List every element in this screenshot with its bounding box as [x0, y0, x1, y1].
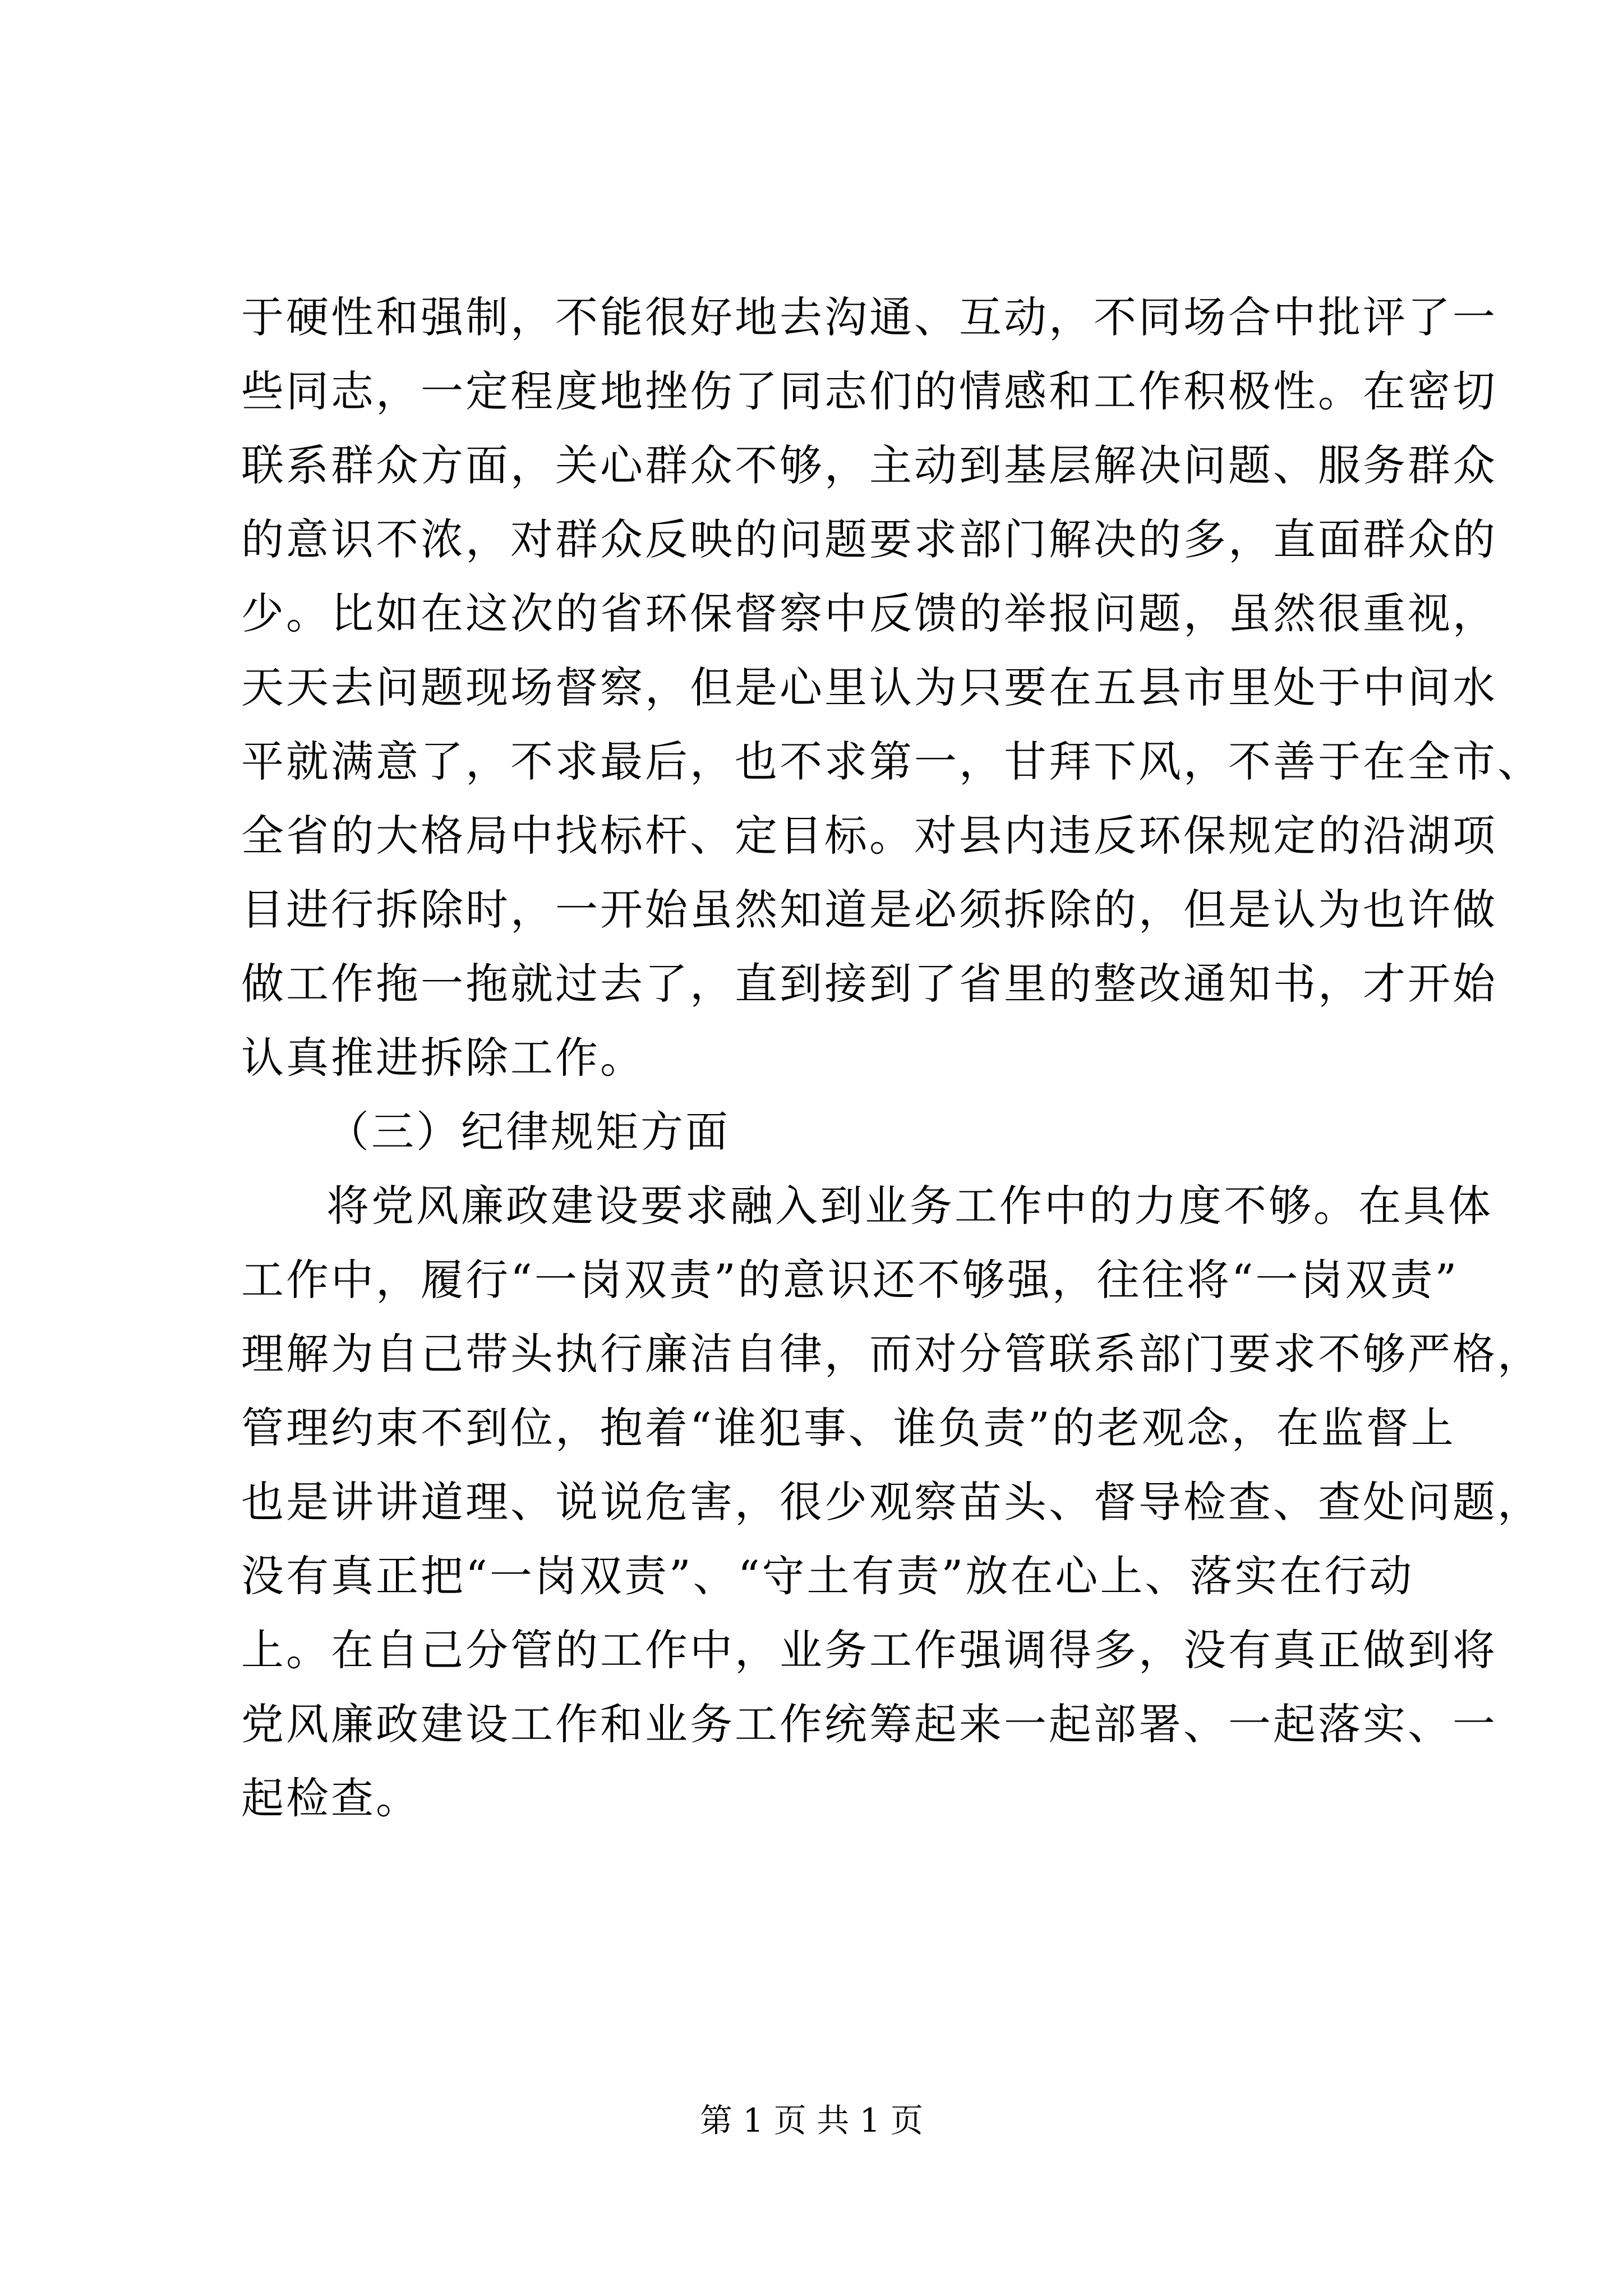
text-line: 管理约束不到位，抱着“谁犯事、谁负责”的老观念，在监督上 — [241, 1403, 1456, 1453]
text-line: 做工作拖一拖就过去了，直到接到了省里的整改通知书，才开始 — [241, 959, 1497, 1009]
document-body — [241, 280, 1542, 1835]
page-footer: 第 1 页 共 1 页 — [700, 2101, 923, 2139]
text-line: 的意识不浓，对群众反映的问题要求部门解决的多，直面群众的 — [241, 514, 1497, 564]
text-line: 也是讲讲道理、说说危害，很少观察苗头、督导检查、查处问题， — [241, 1477, 1542, 1527]
text-line: 目进行拆除时，一开始虽然知道是必须拆除的，但是认为也许做 — [241, 885, 1497, 935]
text-line: 平就满意了，不求最后，也不求第一，甘拜下风，不善于在全市、 — [241, 737, 1542, 786]
text-line: 上。在自己分管的工作中，业务工作强调得多，没有真正做到将 — [241, 1625, 1497, 1675]
text-line: 党风廉政建设工作和业务工作统筹起来一起部署、一起落实、一 — [241, 1699, 1497, 1749]
text-line: 将党风廉政建设要求融入到业务工作中的力度不够。在具体 — [326, 1181, 1493, 1231]
paragraph-1 — [241, 280, 1542, 1095]
text-line: 理解为自己带头执行廉洁自律，而对分管联系部门要求不够严格， — [241, 1329, 1542, 1379]
text-line: 些同志，一定程度地挫伤了同志们的情感和工作积极性。在密切 — [241, 366, 1497, 416]
text-line: 认真推进拆除工作。 — [241, 1033, 645, 1083]
text-line: 天天去问题现场督察，但是心里认为只要在五县市里处于中间水 — [241, 662, 1497, 712]
text-line: 少。比如在这次的省环保督察中反馈的举报问题，虽然很重视， — [241, 588, 1497, 638]
text-line: 起检查。 — [241, 1773, 421, 1823]
text-line: 工作中，履行“一岗双责”的意识还不够强，往往将“一岗双责” — [241, 1255, 1459, 1305]
section-heading: （三）纪律规矩方面 — [326, 1107, 730, 1157]
text-line: 联系群众方面，关心群众不够，主动到基层解决问题、服务群众 — [241, 440, 1497, 490]
paragraph-2 — [241, 1169, 1542, 1835]
text-line: 于硬性和强制，不能很好地去沟通、互动，不同场合中批评了一 — [241, 292, 1497, 342]
text-line: 没有真正把“一岗双责”、“守土有责”放在心上、落实在行动 — [241, 1551, 1414, 1601]
text-line: 全省的大格局中找标杆、定目标。对县内违反环保规定的沿湖项 — [241, 811, 1497, 861]
